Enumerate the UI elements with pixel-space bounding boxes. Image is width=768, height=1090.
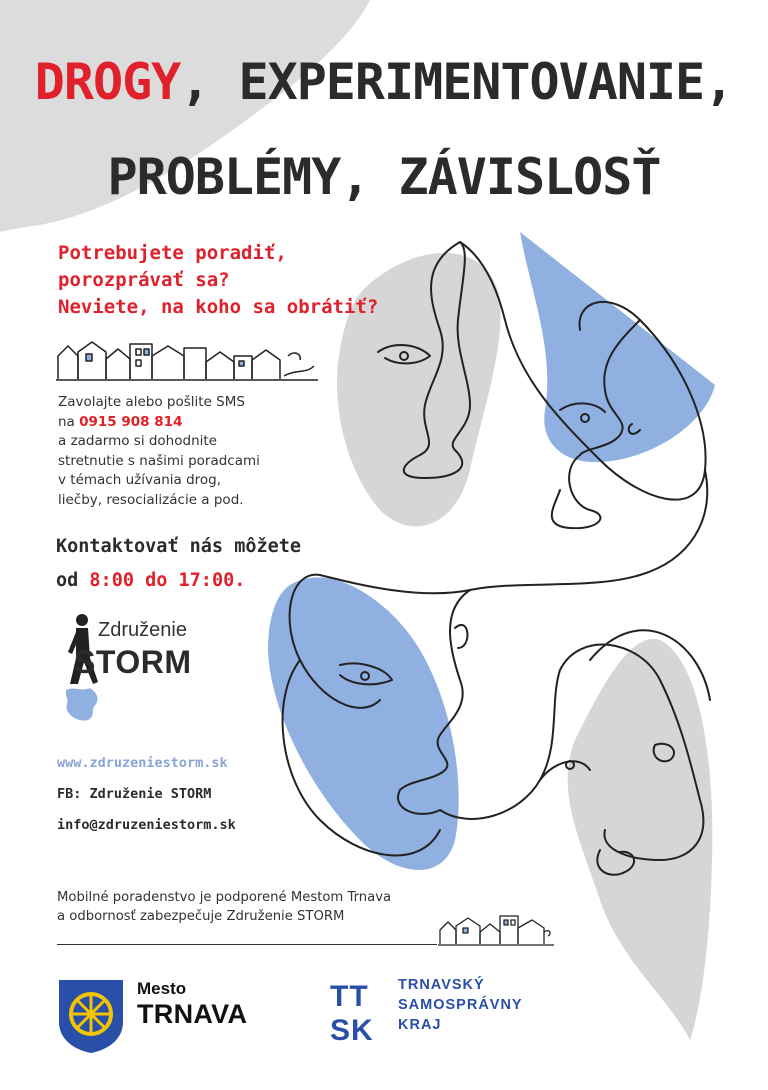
ttsk-mark-bottom: SK (330, 1014, 374, 1044)
website-link[interactable]: www.zdruzeniestorm.sk (57, 755, 228, 771)
headline-red-word: DROGY (34, 53, 181, 111)
headline-line-1-rest: , EXPERIMENTOVANIE, (180, 53, 734, 111)
ttsk-mark-top: TT (330, 980, 369, 1013)
support-text (57, 888, 391, 926)
contact-line-2 (56, 564, 301, 598)
question-line-3: Neviete, na koho sa obrátiť? (58, 296, 379, 318)
body-line-2-prefix: na (58, 413, 80, 430)
body-line-3: a zadarmo si dohodnite (58, 433, 217, 450)
small-skyline-icon (438, 912, 554, 946)
storm-logo-word-2: STORM (74, 644, 192, 680)
question-line-1: Potrebujete poradiť, (58, 242, 287, 264)
blue-blob-lower (268, 577, 459, 870)
contact-hours (56, 530, 301, 598)
support-line-1: Mobilné poradenstvo je podporené Mestom Trnava (57, 890, 392, 905)
kraj-logo-line-3: KRAJ (398, 1017, 442, 1033)
question-block (58, 240, 378, 321)
body-line-1: Zavolajte alebo pošlite SMS (58, 394, 245, 410)
blue-blob-upper (520, 232, 715, 462)
mesto-logo-line-1: Mesto (137, 979, 187, 998)
kraj-logo-text (398, 975, 523, 1035)
email-link[interactable]: info@zdruzeniestorm.sk (57, 817, 236, 833)
grey-blob-lower (568, 639, 713, 1040)
headline-line-1 (0, 52, 768, 112)
mesto-logo-line-2: TRNAVA (137, 999, 248, 1029)
contact-links (57, 748, 236, 841)
question-line-2: porozprávať sa? (58, 269, 230, 291)
body-line-6: liečby, resocializácie a pod. (58, 491, 244, 508)
city-skyline-icon (56, 334, 318, 384)
trnava-coat-of-arms-icon (57, 978, 125, 1054)
headline-line-2: PROBLÉMY, ZÁVISLOSŤ (107, 148, 661, 206)
body-line-4: stretnutie s našimi poradcami (58, 452, 260, 469)
kraj-logo-line-2: SAMOSPRÁVNY (398, 997, 523, 1013)
ttsk-logo-icon (330, 978, 386, 1044)
body-text (58, 393, 260, 511)
contact-line-2-prefix: od (56, 570, 90, 591)
phone-number[interactable]: 0915 908 814 (79, 413, 183, 430)
facebook-link[interactable]: FB: Združenie STORM (57, 786, 212, 802)
divider-line (57, 944, 437, 945)
support-line-2: a odbornosť zabezpečuje Združenie STORM (57, 909, 345, 924)
contact-line-1: Kontaktovať nás môžete (56, 536, 302, 557)
kraj-logo-line-1: TRNAVSKÝ (398, 977, 485, 993)
body-line-5: v témach užívania drog, (58, 472, 222, 489)
storm-logo-word-1: Združenie (98, 619, 187, 641)
contact-hours-value: 8:00 do 17:00. (89, 570, 246, 591)
body-line-2 (58, 413, 260, 433)
